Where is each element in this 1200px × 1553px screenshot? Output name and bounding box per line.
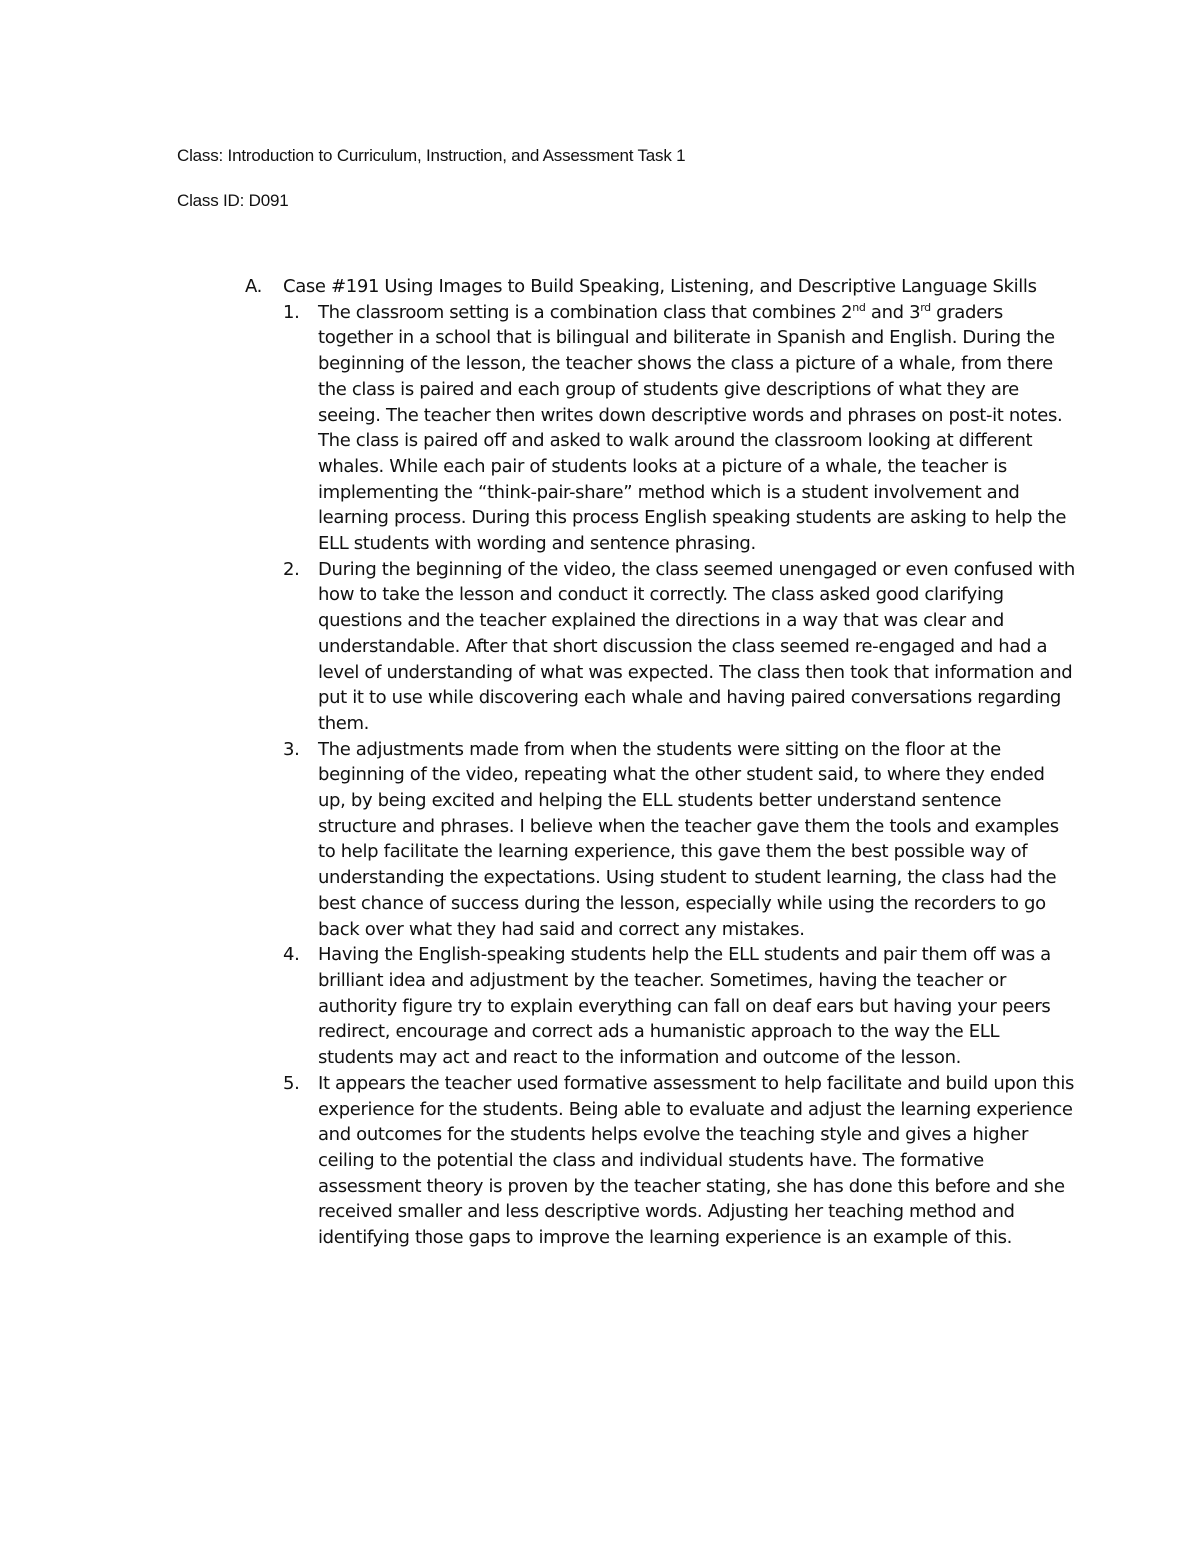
- answer-item-2: [283, 557, 1075, 737]
- answer-number: 3.: [283, 738, 300, 760]
- answer-number: 1.: [283, 301, 300, 323]
- answer-item-1: [283, 300, 1075, 557]
- case-outline: [245, 274, 1075, 1251]
- answer-text: During the beginning of the video, the class seemed unengaged or even confused with how to take the lesson and conduct it correctly. The class asked good clarifying questions and the teacher explained the directions in a way that was clear and understandable. After that short discussion the class seemed re-engaged and had a level of understanding of what was expected. The class then took that information and put it to use while discovering each whale and having paired conversations regarding them.: [318, 558, 1075, 734]
- section-a-marker: A.: [245, 276, 263, 297]
- answer-number: 5.: [283, 1072, 300, 1094]
- answer-item-3: [283, 737, 1075, 943]
- class-id: Class ID: D091: [177, 191, 289, 210]
- answer-number: 4.: [283, 944, 300, 966]
- section-a: [245, 274, 1075, 1251]
- answer-text-part: The classroom setting is a combination class that combines 2: [318, 301, 853, 323]
- answer-text: The adjustments made from when the students were sitting on the floor at the beginning of the video, repeating what the other student said, to where they ended up, by being excited and helping the ELL students better understand sentence structure and phrases. I believe when the teacher gave them the tools and examples to help facilitate the learning experience, this gave them the best possible way of understanding the expectations. Using student to student learning, the class had the best chance of success during the lesson, especially while using the recorders to go back over what they had said and correct any mistakes.: [318, 738, 1059, 940]
- ordinal-suffix: rd: [920, 300, 931, 314]
- answer-item-4: [283, 942, 1075, 1071]
- class-title: Class: Introduction to Curriculum, Instruction, and Assessment Task 1: [177, 146, 686, 165]
- answer-text: It appears the teacher used formative assessment to help facilitate and build upon this experience for the students. Being able to evaluate and adjust the learning experience and outcomes for the students helps evolve the teaching style and gives a higher ceiling to the potential the class and individual students have. The formative assessment theory is proven by the teacher stating, she has done this before and she received smaller and less descriptive words. Adjusting her teaching method and identifying those gaps to improve the learning experience is an example of this.: [318, 1072, 1074, 1249]
- answer-list: [283, 300, 1075, 1251]
- answer-text: Having the English-speaking students help the ELL students and pair them off was a brilliant idea and adjustment by the teacher. Sometimes, having the teacher or authority figure try to explain everything can fall on deaf ears but having your peers redirect, encourage and correct ads a humanistic approach to the way the ELL students may act and react to the information and outcome of the lesson.: [318, 944, 1051, 1069]
- answer-text-part: graders together in a school that is bilingual and biliterate in Spanish and English. During the beginning of the lesson, the teacher shows the class a picture of a whale, from there the class is paired and each group of students give descriptions of what they are seeing. The teacher then writes down descriptive words and phrases on post-it notes. The class is paired off and asked to walk around the classroom looking at different whales. While each pair of students looks at a picture of a whale, the teacher is implementing the “think-pair-share” method which is a student involvement and learning process. During this process English speaking students are asking to help the ELL students with wording and sentence phrasing.: [318, 301, 1067, 555]
- answer-text-part: and 3: [865, 301, 921, 323]
- section-a-title: Case #191 Using Images to Build Speaking, Listening, and Descriptive Language Skills: [283, 276, 1037, 297]
- ordinal-suffix: nd: [852, 300, 866, 314]
- answer-item-5: [283, 1071, 1075, 1251]
- answer-number: 2.: [283, 558, 300, 580]
